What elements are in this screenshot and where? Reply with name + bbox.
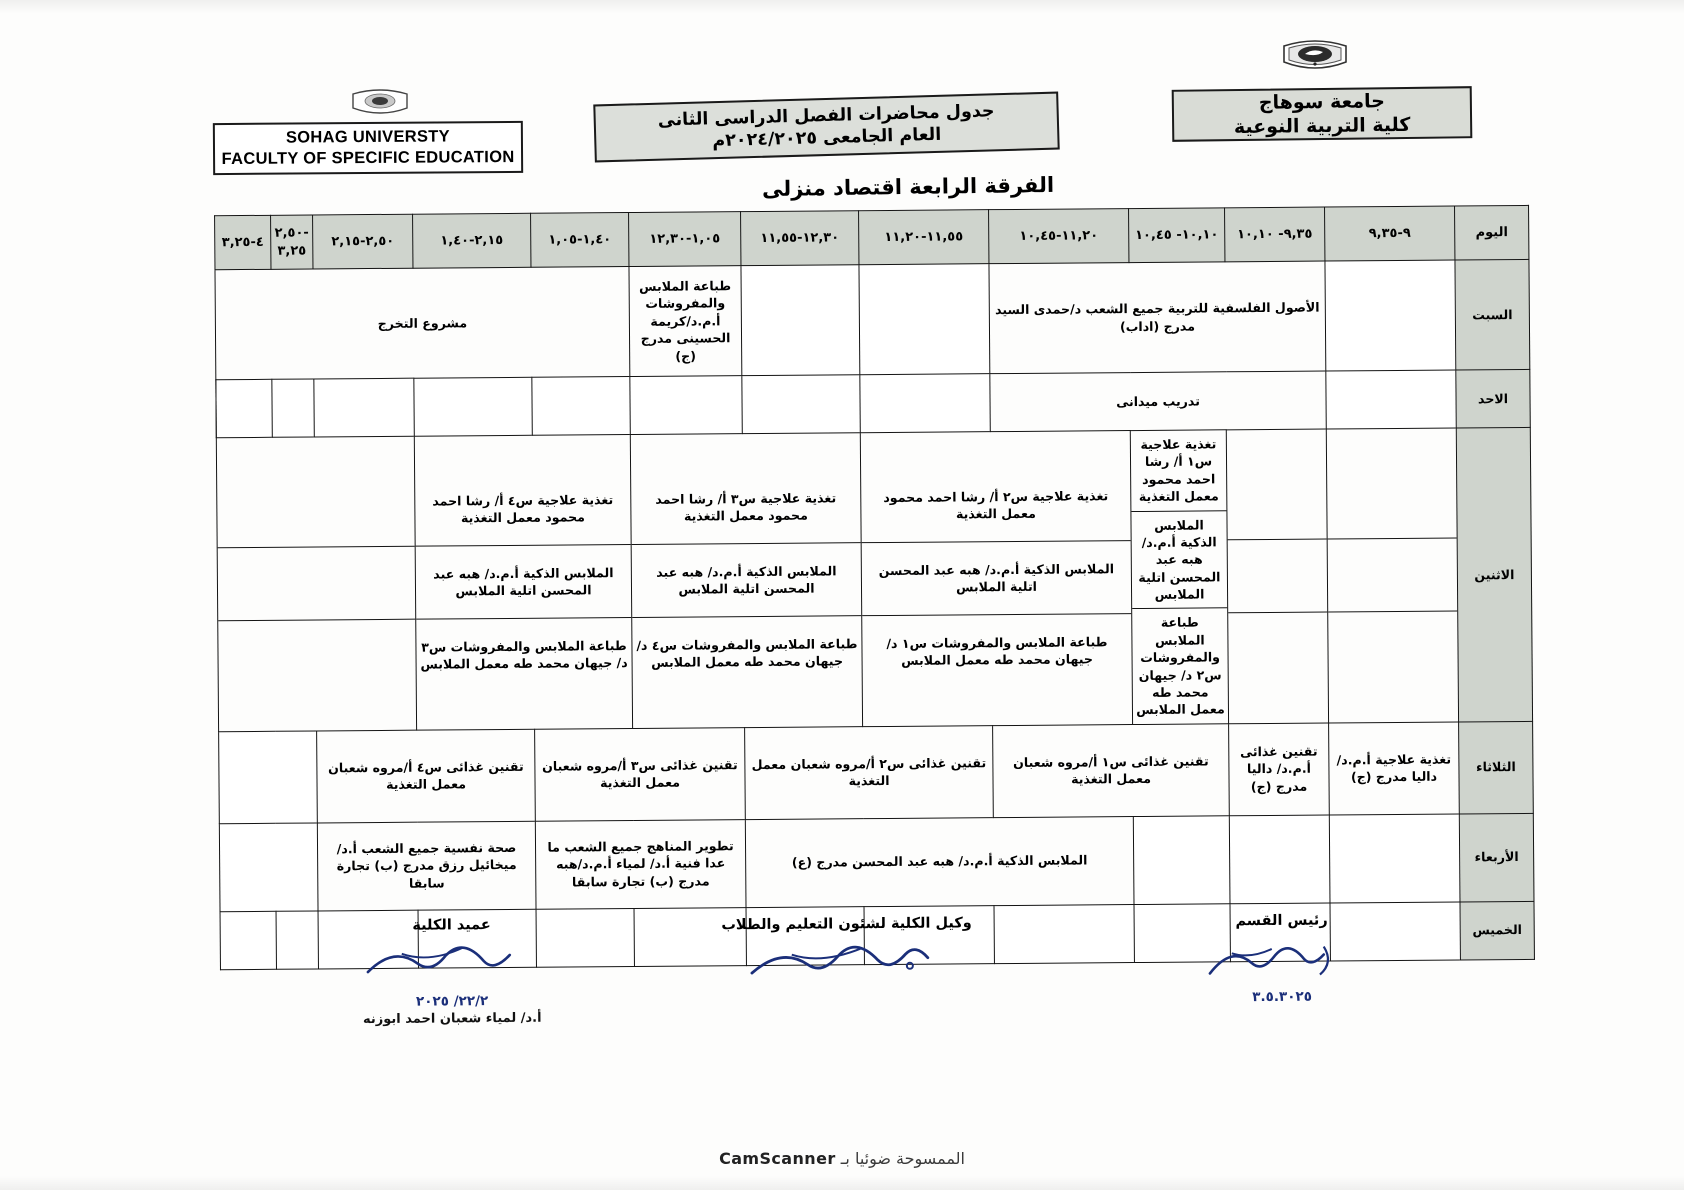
schedule-cell: الملابس الذكية أ.م.د/ هبه عبد المحسن مدرج (ع) (745, 816, 1134, 907)
day-column-header: اليوم (1455, 205, 1529, 260)
time-slot-header: ٤-٣,٢٥ (215, 215, 271, 269)
scan-shadow-top (0, 0, 1684, 14)
arabic-university-header (1172, 86, 1473, 142)
schedule-cell-empty (272, 379, 314, 437)
time-slot-header: ١٢,٣٠-١١,٥٥ (741, 211, 859, 266)
schedule-cell: تغذية علاجية س١ أ/ رشا احمد محمود معمل التغذية (1131, 430, 1227, 511)
dean-name: أ.د/ لمياء شعبان احمد ابوزنه (362, 1010, 542, 1028)
schedule-cell-empty (216, 379, 272, 437)
schedule-cell-empty (741, 265, 860, 376)
schedule-cell: صحة نفسية جميع الشعب أ.د/ ميخائيل رزق مدرج (ب) تجارة سابقا (317, 821, 536, 911)
schedule-cell-empty (1326, 370, 1456, 429)
schedule-cell: تقنين غذائى س٢ أ/مروه شعبان معمل التغذية (745, 725, 994, 819)
time-slot-header: ٢,١٥-١,٤٠ (413, 213, 531, 268)
schedule-cell-group (414, 434, 632, 729)
day-cell: الثلاثاء (1459, 721, 1534, 814)
schedule-cell (1327, 466, 1457, 540)
schedule-cell (217, 474, 415, 549)
schedule-cell: الملابس الذكية أ.م.د/ هبه عبد المحسن اتلية الملابس (632, 543, 862, 618)
schedule-cell: طباعة الملابس والمفروشات س١ د/ جيهان محمد طه معمل الملابس (886, 634, 1108, 669)
schedule-cell-empty (1325, 260, 1456, 371)
schedule-cell-empty (219, 731, 318, 824)
dean-signature-block (326, 916, 577, 1027)
time-slot-header: ١١,٥٥-١١,٢٠ (859, 210, 989, 265)
university-crest-icon (1278, 34, 1352, 74)
university-name-en: SOHAG UNIVERSTY (285, 127, 450, 147)
schedule-cell: تدريب ميدانى (990, 371, 1326, 432)
schedule-cell-group (1130, 430, 1228, 724)
time-slot-header: ١٠,١٠- ١٠,٤٥ (1129, 208, 1225, 263)
time-slot-header: ٢,٥٠-٢,١٥ (313, 214, 413, 269)
schedule-cell: تغذية علاجية س٤ أ/ رشا احمد محمود معمل التغذية (415, 472, 631, 547)
schedule-cell: الأصول الفلسفية للتربية جميع الشعب د/حمدى السيد مدرج (اداب) (989, 261, 1326, 374)
schedule-title-box (593, 92, 1059, 163)
schedule-cell: الملابس الذكية أ.م.د/ هبه عبد المحسن اتلية الملابس (416, 545, 632, 620)
schedule-cell: تقنين غذائى س٣ أ/مروه شعبان معمل التغذية (535, 727, 746, 821)
schedule-cell-empty (1133, 815, 1230, 904)
schedule-cell-empty (1229, 815, 1330, 904)
schedule-table (214, 205, 1535, 970)
schedule-cell (1228, 613, 1328, 686)
schedule-cell: مشروع التخرج (215, 266, 630, 379)
schedule-cell-empty (314, 378, 414, 437)
schedule-cell-empty (219, 823, 318, 912)
camscanner-watermark (0, 1149, 1684, 1168)
day-cell: السبت (1455, 259, 1530, 370)
time-slot-header: ٩-٩,٣٥ (1325, 206, 1455, 261)
schedule-cell: تقنين غذائى س٤ أ/مروه شعبان معمل التغذية (317, 729, 536, 823)
table-row (216, 369, 1530, 437)
table-row (219, 721, 1534, 823)
schedule-cell: الملابس الذكية أ.م.د/ هبه عبد المحسن اتلية الملابس (1131, 511, 1227, 610)
schedule-cell-group (1226, 429, 1328, 723)
dean-date: ٢٢/٢/ ٢٠٢٥ (415, 993, 489, 1010)
schedule-cell (218, 547, 416, 622)
dept-head-stamp: ٣.٥.٣٠٢٥ (1252, 988, 1313, 1006)
schedule-cell: تغذية علاجية س٢ أ/ رشا احمد محمود معمل التغذية (861, 468, 1131, 543)
watermark-prefix: الممسوحة ضوئيا بـ (840, 1149, 965, 1168)
schedule-cell-empty (742, 375, 860, 434)
time-slot-header: ٩,٣٥- ١٠,١٠ (1225, 207, 1325, 262)
schedule-cell: تقنين غذائى أ.م.د/ داليا مدرج (ج) (1229, 723, 1330, 816)
time-slot-header: ١,٤٠-١,٠٥ (531, 212, 629, 267)
schedule-cell: الملابس الذكية أ.م.د/ هبه عبد المحسن اتلية الملابس (862, 541, 1132, 616)
schedule-cell-empty (859, 264, 990, 375)
schedule-cell (1328, 612, 1458, 685)
day-cell: الاثنين (1456, 427, 1532, 721)
university-name-ar: جامعة سوهاج (1258, 89, 1386, 114)
schedule-cell-group (860, 431, 1132, 727)
schedule-cell-empty (630, 376, 742, 435)
english-university-header (213, 121, 523, 175)
schedule-cell (1228, 540, 1328, 614)
faculty-name-ar: كلية التربية النوعية (1233, 113, 1411, 139)
dept-head-signature-ink (1152, 932, 1412, 990)
page-title: الفرقة الرابعة اقتصاد منزلى (761, 172, 1055, 202)
schedule-cell-empty (860, 374, 990, 433)
schedule-cell: طباعة الملابس والمفروشات س٢ د/ جيهان محمد طه معمل الملابس (1136, 614, 1225, 718)
schedule-cell: تقنين غذائى س١ أ/مروه شعبان معمل التغذية (993, 723, 1230, 817)
signature-area (236, 907, 1532, 1057)
vice-dean-signature-block (681, 915, 1012, 994)
vice-dean-signature-ink (682, 935, 1012, 994)
table-row (219, 813, 1534, 911)
schedule-cell-group (216, 436, 416, 731)
schedule-cell: طباعة الملابس والمفروشات أ.م.د/كريمة الحسينى مدرج (ج) (629, 266, 742, 377)
dean-signature-ink (327, 936, 577, 994)
schedule-cell-empty (1329, 814, 1460, 903)
schedule-table-wrapper (221, 205, 1535, 970)
dept-head-label: رئيس القسم (1235, 912, 1328, 930)
table-row (215, 259, 1530, 379)
schedule-cell-empty (532, 376, 630, 435)
table-row (216, 427, 1532, 731)
scan-shadow-bottom (0, 1176, 1684, 1190)
schedule-cell: طباعة الملابس والمفروشات س٤ د/ جيهان محمد طه معمل الملابس (636, 636, 858, 671)
schedule-cell (218, 620, 416, 694)
time-slot-header: -٢,٥٠ ٣,٢٥ (271, 215, 313, 269)
schedule-cell (1328, 539, 1458, 613)
schedule-cell-group (1326, 428, 1458, 723)
schedule-cell: طباعة الملابس والمفروشات س٣ د/ جيهان محمد طه معمل الملابس (420, 637, 628, 672)
watermark-brand: CamScanner (719, 1149, 836, 1168)
time-slot-header: ١,٠٥-١٢,٣٠ (629, 212, 741, 267)
table-body (215, 259, 1534, 969)
schedule-title-line2: العام الجامعى ٢٠٢٤/٢٠٢٥م (712, 124, 942, 152)
dept-head-signature-block (1151, 912, 1412, 1006)
schedule-cell-empty (414, 377, 532, 436)
day-cell: الخميس (1460, 901, 1534, 960)
schedule-cell-group (630, 433, 862, 728)
day-cell: الاحد (1456, 369, 1530, 428)
schedule-cell (1227, 467, 1327, 541)
vice-dean-label: وكيل الكلية لشئون التعليم والطلاب (721, 915, 972, 934)
dean-label: عميد الكلية (412, 917, 491, 934)
day-cell: الأربعاء (1459, 813, 1534, 902)
faculty-name-en: FACULTY OF SPECIFIC EDUCATION (221, 147, 515, 169)
schedule-cell: تغذية علاجية س٣ أ/ رشا احمد محمود معمل التغذية (631, 471, 861, 546)
schedule-cell: تطوير المناهج جميع الشعب ما عدا فنية أ.د/ لمياء أ.م.د/هبه مدرج (ب) تجارة سابقا (535, 819, 746, 909)
schedule-cell: تغذية علاجية أ.م.د/ داليا مدرج (ج) (1329, 722, 1460, 815)
schedule-title-line1: جدول محاضرات الفصل الدراسى الثانى (657, 100, 995, 131)
time-slot-header: ١١,٢٠-١٠,٤٥ (989, 209, 1129, 264)
university-crest-icon-left (348, 84, 412, 118)
